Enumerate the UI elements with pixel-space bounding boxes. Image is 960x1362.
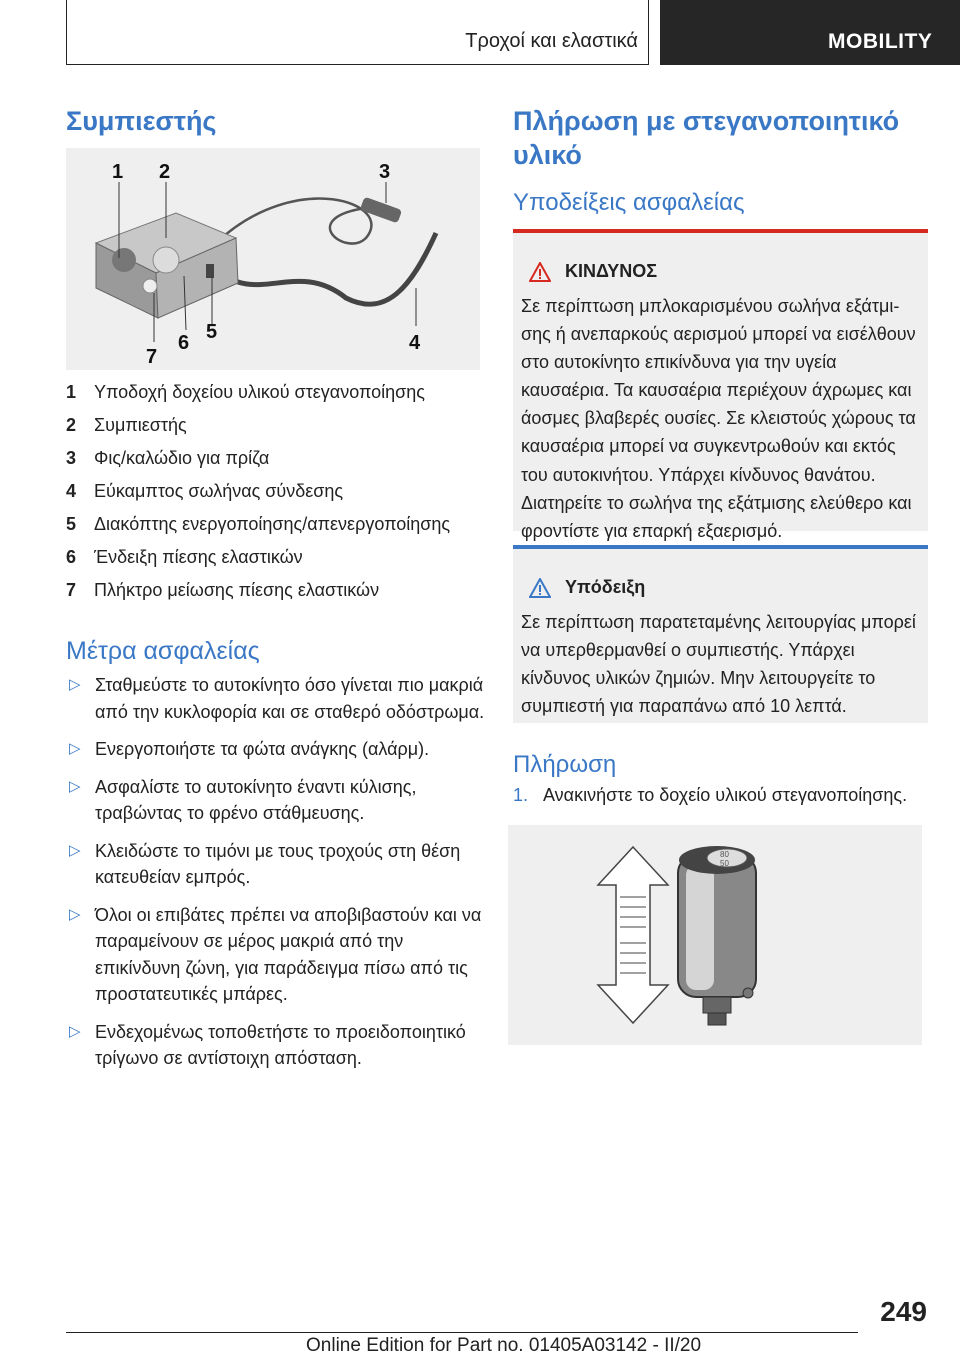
callout-3: 3 <box>379 161 391 183</box>
filling-heading: Πλήρωση <box>513 751 617 778</box>
legend-item: 4 Εύκαμπτος σωλήνας σύνδεσης <box>66 481 344 501</box>
list-item: ▷ Ασφαλίστε το αυτοκίνητο έναντι κύλισης, τραβώντας το φρένο στάθμευσης. <box>69 776 417 823</box>
notice-box <box>513 549 928 723</box>
bottle-label-bottom: 50 <box>720 859 729 868</box>
danger-title: ΚΙΝΔΥΝΟΣ <box>529 261 918 282</box>
header-rule-bottom <box>66 64 648 65</box>
legend-item: 5 Διακόπτης ενεργοποίησης/απενεργοποίησης <box>66 514 451 534</box>
callout-2: 2 <box>159 161 171 183</box>
legend-item: 1 Υποδοχή δοχείου υλικού στεγανοποίησης <box>66 382 425 402</box>
fill-sealant-heading: Πλήρωση με στεγανοποιητικό υλικό <box>513 106 900 170</box>
compressor-heading: Συμπιεστής <box>66 106 217 136</box>
callout-1: 1 <box>112 161 124 183</box>
footer-edition: Online Edition for Part no. 01405A03142 - II/20 <box>306 1335 702 1356</box>
danger-text: Σε περίπτωση μπλοκαρισμένου σωλήνα εξάτμισης ή ανεπαρκούς αερισμού μπορεί να εισέλθουν στο αυτοκίνητο επικίνδυνα για την υγεία καυσαέρια. Τα καυσαέρια περιέχουν άχρωμες και άοσμες βλαβερές ουσίες. Σε κλειστούς χώρους τα καυσαέρια μπορεί να συγκεντρωθούν και εκτός του αυτοκινήτου. Υπάρχει κίνδυνος θανάτου. Διατηρείτε το σωλήνα της εξάτμισης ελεύθερο και φροντίστε για επαρκή εξαερισμό. <box>521 296 916 541</box>
warning-triangle-icon <box>529 262 551 282</box>
header-rule-left <box>66 0 67 65</box>
notice-text: Σε περίπτωση παρατεταμένης λειτουργίας μπορεί να υπερθερμανθεί ο συμπιεστής. Υπάρχει κίνδυνος υλικών ζημιών. Μην λειτουργείτε το συμπιεστή για παραπάνω από 10 λεπτά. <box>521 612 916 717</box>
callout-6: 6 <box>178 332 190 354</box>
header-section-title: Τροχοί και ελαστικά <box>465 30 638 52</box>
bottle-label-top: 80 <box>720 850 729 859</box>
safety-measures-list <box>66 672 486 1083</box>
legend-item: 3 Φις/καλώδιο για πρίζα <box>66 448 270 468</box>
list-item: ▷ Κλειδώστε το τιμόνι με τους τροχούς στη θέση κατευθείαν εμπρός. <box>69 840 461 887</box>
danger-box <box>513 233 928 541</box>
list-item: ▷ Ενεργοποιήστε τα φώτα ανάγκης (αλάρμ). <box>69 739 430 759</box>
figure-legend <box>66 382 486 613</box>
header-tab-mobility[interactable]: MOBILITY <box>660 0 960 65</box>
compressor-figure <box>66 148 480 370</box>
callout-4: 4 <box>409 332 421 354</box>
footer-rule <box>66 1332 858 1333</box>
list-item: ▷ Όλοι οι επιβάτες πρέπει να αποβιβαστούν και να παραμείνουν σε μέρος μακριά από την επικίνδυνη ζώνη, για παράδειγμα πίσω από τις προστατευτικές μπάρες. <box>69 904 482 1004</box>
compressor-illustration <box>66 148 480 370</box>
page-number: 249 <box>880 1296 927 1327</box>
step-1: 1. Ανακινήστε το δοχείο υλικού στεγανοποίησης. <box>513 785 908 805</box>
legend-item: 6 Ένδειξη πίεσης ελαστικών <box>66 547 303 567</box>
list-item: ▷ Ενδεχομένως τοποθετήστε το προειδοποιητικό τρίγωνο σε αντίστοιχη απόσταση. <box>69 1021 466 1068</box>
list-item: ▷ Σταθμεύστε το αυτοκίνητο όσο γίνεται πιο μακριά από την κυκλοφορία και σε σταθερό οδόστρωμα. <box>69 675 485 722</box>
safety-measures-heading: Μέτρα ασφαλείας <box>66 637 260 665</box>
legend-item: 7 Πλήκτρο μείωσης πίεσης ελαστικών <box>66 580 380 600</box>
callout-5: 5 <box>206 321 218 343</box>
header-rule-mid <box>648 0 649 65</box>
sealant-bottle-figure <box>508 825 922 1045</box>
warning-triangle-icon <box>529 578 551 598</box>
shake-bottle-illustration <box>508 825 922 1045</box>
notice-title: Υπόδειξη <box>529 577 918 598</box>
safety-notes-heading: Υποδείξεις ασφαλείας <box>513 189 745 216</box>
legend-item: 2 Συμπιεστής <box>66 415 187 435</box>
callout-7: 7 <box>146 346 158 368</box>
